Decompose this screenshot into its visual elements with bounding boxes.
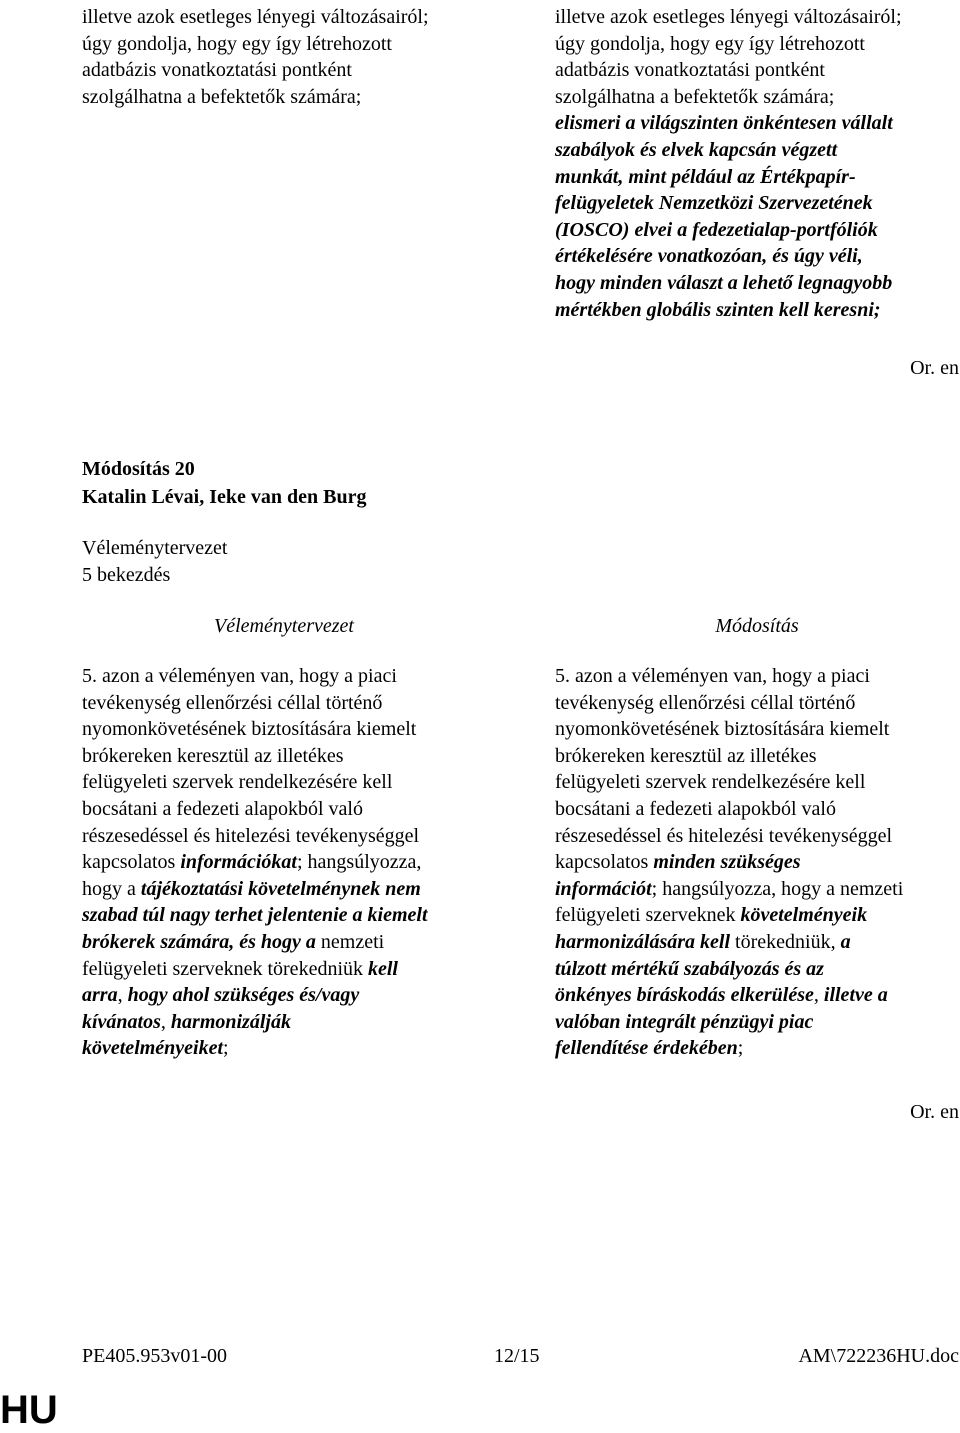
text-segment: ; hangsúlyozza, hogy a nemzeti [651,877,904,900]
text-line [555,743,955,770]
text-line [555,716,955,743]
text-line [82,982,482,1009]
text-segment: brókereken keresztül az illetékes [82,744,344,767]
original-language-note: Or. en [910,1101,959,1123]
text-segment: bocsátani a fedezeti alapokból való [555,797,836,820]
text-line [82,849,482,876]
text-segment: ; hangsúlyozza, [296,851,422,874]
text-segment: 5. azon a véleményen van, hogy a piaci [82,665,397,687]
text-segment: nyomonkövetésének biztosítására kiemelt [555,718,890,741]
text-line [82,823,482,850]
text-segment: tevékenység ellenőrzési céllal történő [82,691,383,714]
text-line [555,982,955,1009]
text-line: adatbázis vonatkoztatási pontként [555,59,825,82]
text-line [555,876,955,903]
text-line: szolgálhatna a befektetők számára; [82,85,362,108]
text-segment-changed: önkényes bíráskodás elkerülése [555,984,814,1007]
text-line [82,690,482,717]
text-segment-changed: tájékoztatási követelménynek nem [140,877,421,900]
text-segment: 5. azon a véleményen van, hogy a piaci [555,665,870,687]
text-line [555,849,955,876]
text-segment-changed: arra [82,984,118,1007]
text-line [555,769,955,796]
text-segment: kapcsolatos [82,851,181,874]
text-line [555,1009,955,1036]
right-column-header: Módosítás [715,615,799,637]
text-line-added: elismeri a világszinten önkéntesen vállalt [555,112,893,135]
text-segment: , [813,984,824,1007]
text-segment: nyomonkövetésének biztosítására kiemelt [82,718,417,741]
amendment-text [555,663,955,1062]
text-segment-changed: követelményeik [740,904,868,927]
text-line [555,796,955,823]
top-right-text [555,4,955,323]
text-segment-changed: minden szükséges [653,851,801,874]
text-line [555,956,955,983]
text-segment-changed: követelményeiket [82,1037,224,1060]
text-line [82,769,482,796]
text-line [555,823,955,850]
text-segment: felügyeleti szerveknek [555,904,741,927]
text-segment: , [160,1010,171,1033]
text-segment-changed: illetve a [823,984,888,1007]
text-line [82,876,482,903]
text-line [555,1035,955,1062]
text-line-added: felügyeletek Nemzetközi Szervezetének [555,192,873,215]
text-segment-changed: fellendítése érdekében [555,1037,738,1060]
text-segment-changed: kívánatos [82,1010,161,1033]
text-line: illetve azok esetleges lényegi változásairól; [82,6,429,28]
text-line-added: szabályok és elvek kapcsán végzett [555,138,838,161]
text-segment: törekedniük, [730,930,841,953]
text-segment: kapcsolatos [555,851,654,874]
draft-opinion-text [82,663,482,1062]
original-language-note: Or. en [910,357,959,379]
text-segment-changed: kell [368,957,398,980]
footer-document-id: PE405.953v01-00 [82,1345,227,1367]
text-segment: ; [737,1037,744,1060]
text-segment-changed: információkat [180,851,297,874]
text-line [82,929,482,956]
text-line [82,796,482,823]
text-line: adatbázis vonatkoztatási pontként [82,59,352,82]
text-line [82,1035,482,1062]
text-segment-changed: szabad túl nagy terhet jelentenie a kiemelt [82,904,428,927]
text-line [555,929,955,956]
text-segment: hogy a [82,877,141,900]
text-segment: tevékenység ellenőrzési céllal történő [555,691,856,714]
text-segment-changed: hogy ahol szükséges és/vagy [127,984,360,1007]
text-line: úgy gondolja, hogy egy így létrehozott [82,32,392,55]
text-segment: bocsátani a fedezeti alapokból való [82,797,363,820]
text-segment: , [117,984,128,1007]
amendment-title: Módosítás 20 [82,458,195,480]
text-segment: ; [223,1037,229,1060]
text-line: szolgálhatna a befektetők számára; [555,85,835,108]
text-segment: részesedéssel és hitelezési tevékenységgel [555,824,893,847]
top-left-text [82,4,482,110]
amendment-doc-type: Véleménytervezet [82,537,228,559]
text-line-added: munkát, mint például az Értékpapír- [555,165,856,188]
text-segment: nemzeti [315,930,385,953]
text-line [82,1009,482,1036]
text-line [82,743,482,770]
text-line [555,663,955,690]
text-line: illetve azok esetleges lényegi változásairól; [555,6,902,28]
language-code: HU [0,1388,58,1432]
text-line-added: mértékben globális szinten kell keresni; [555,298,881,321]
text-line: úgy gondolja, hogy egy így létrehozott [555,32,865,55]
text-line [555,902,955,929]
text-line [82,956,482,983]
text-line-added: (IOSCO) elvei a fedezetialap-portfóliók [555,218,878,241]
left-column-header: Véleménytervezet [214,615,354,637]
text-segment: brókereken keresztül az illetékes [555,744,817,767]
text-segment-changed: a [840,930,851,953]
text-segment-changed: valóban integrált pénzügyi piac [555,1010,814,1033]
text-segment: felügyeleti szervek rendelkezésére kell [82,771,393,794]
text-segment: részesedéssel és hitelezési tevékenységgel [82,824,420,847]
text-line [82,663,482,690]
text-segment-changed: túlzott mértékű szabályozás és az [555,957,824,980]
text-line [555,690,955,717]
text-segment-changed: információt [555,877,652,900]
text-segment: felügyeleti szerveknek törekedniük [82,957,368,980]
text-segment-changed: harmonizálják [170,1010,291,1033]
text-line-added: értékelésére vonatkozóan, és úgy véli, [555,245,863,268]
amendment-paragraph: 5 bekezdés [82,564,171,586]
text-line [82,716,482,743]
amendment-authors: Katalin Lévai, Ieke van den Burg [82,486,367,508]
text-segment-changed: brókerek számára, és hogy a [82,930,316,953]
text-segment: felügyeleti szervek rendelkezésére kell [555,771,866,794]
text-line [82,902,482,929]
footer-file-name: AM\722236HU.doc [798,1345,959,1367]
text-line-added: hogy minden választ a lehető legnagyobb [555,271,893,294]
footer-page-number: 12/15 [494,1345,540,1367]
text-segment-changed: harmonizálására kell [555,930,731,953]
